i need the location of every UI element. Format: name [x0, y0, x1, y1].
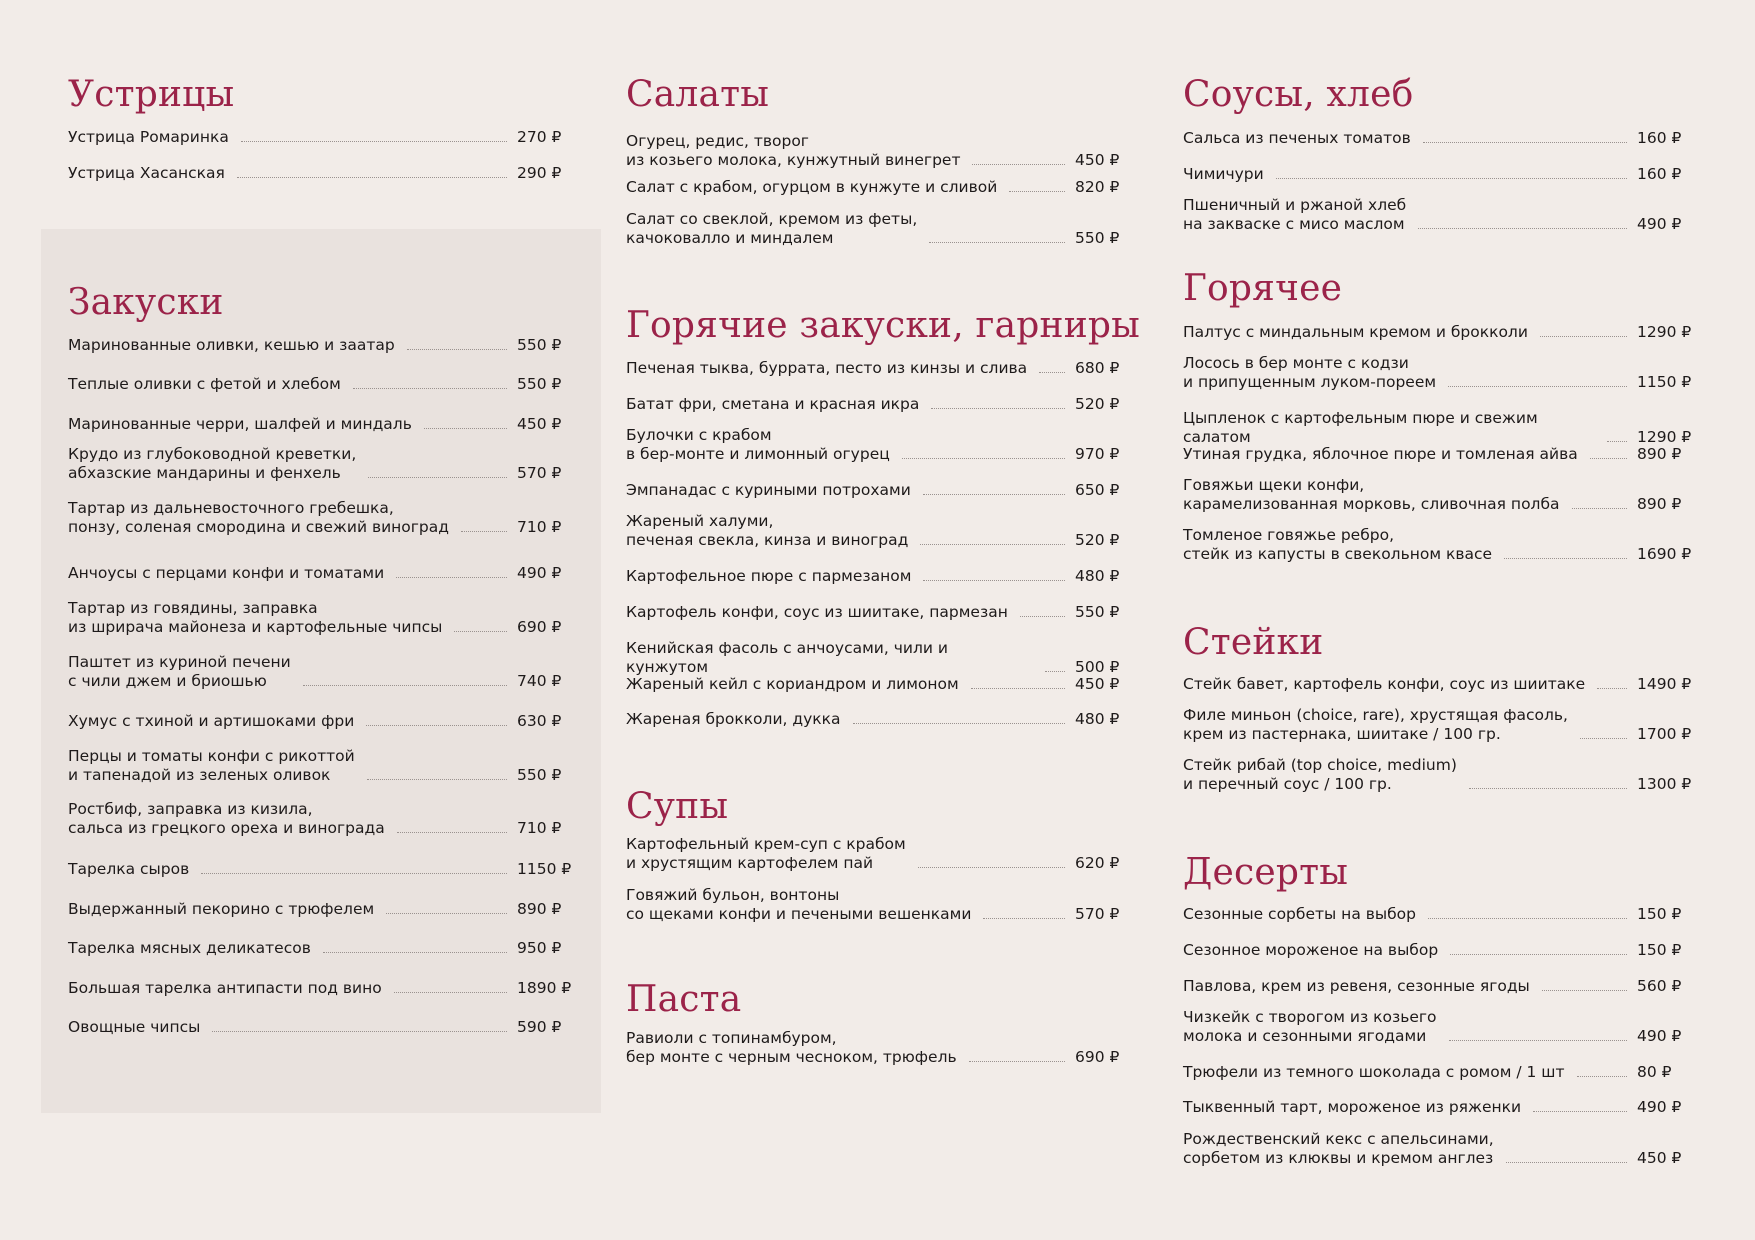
menu-item-name: Картофельный крем-суп с крабом и хрустящим картофелем пай: [626, 835, 906, 872]
menu-item-name: Анчоусы с перцами конфи и томатами: [68, 564, 385, 582]
menu-item-price: 690 ₽: [517, 618, 562, 636]
menu-item-name: Сезонные сорбеты на выбор: [1183, 905, 1416, 923]
menu-item-name: Палтус с миндальным кремом и брокколи: [1183, 323, 1528, 341]
menu-item-price: 550 ₽: [517, 375, 562, 393]
menu-item-price: 480 ₽: [1075, 567, 1120, 585]
menu-item: [68, 1018, 573, 1037]
menu-item-name: Лосось в бер монте с кодзи и припущенным луком-пореем: [1183, 354, 1437, 391]
menu-item-name: Овощные чипсы: [68, 1018, 201, 1036]
dotted-leader: [424, 427, 507, 429]
dotted-leader: [1577, 1075, 1628, 1077]
menu-item-price: 160 ₽: [1637, 129, 1682, 147]
menu-item-name: Филе миньон (choice, rare), хрустящая фасоль, крем из пастернака, шиитаке / 100 гр.: [1183, 706, 1568, 743]
menu-item-name: Тыквенный тарт, мороженое из ряженки: [1183, 1098, 1522, 1116]
menu-item: [68, 712, 573, 731]
menu-item: [1183, 476, 1693, 514]
menu-item-name: Крудо из глубоководной креветки, абхазские мандарины и фенхель: [68, 445, 357, 482]
menu-item: [68, 375, 573, 394]
menu-item: [1183, 165, 1693, 184]
menu-item-name: Сальса из печеных томатов: [1183, 129, 1411, 147]
dotted-leader: [923, 493, 1065, 495]
menu-item: [626, 210, 1131, 248]
menu-item-name: Теплые оливки с фетой и хлебом: [68, 375, 341, 393]
dotted-leader: [461, 530, 507, 532]
section-title: Салаты: [626, 74, 770, 115]
menu-item: [1183, 756, 1693, 794]
menu-item-price: 680 ₽: [1075, 359, 1120, 377]
menu-item-price: 630 ₽: [517, 712, 562, 730]
menu-item-name: Перцы и томаты конфи с рикоттой и тапенадой из зеленых оливок: [68, 747, 355, 784]
dotted-leader: [1469, 787, 1627, 789]
menu-item-price: 450 ₽: [1075, 151, 1120, 169]
menu-item-price: 1690 ₽: [1637, 545, 1692, 563]
menu-item: [68, 900, 573, 919]
menu-item-name: Тартар из говядины, заправка из шрирача майонеза и картофельные чипсы: [68, 599, 443, 636]
dotted-leader: [918, 866, 1065, 868]
menu-item-price: 950 ₽: [517, 939, 562, 957]
dotted-leader: [1580, 737, 1627, 739]
menu-item-price: 890 ₽: [517, 900, 562, 918]
section-title: Горячие закуски, гарниры: [626, 305, 1140, 346]
menu-item-name: Кенийская фасоль с анчоусами, чили и кунжутом: [626, 639, 948, 676]
dotted-leader: [902, 457, 1065, 459]
dotted-leader: [1423, 141, 1627, 143]
menu-item: [626, 481, 1131, 500]
menu-item: [68, 164, 573, 183]
menu-item-price: 450 ₽: [517, 415, 562, 433]
menu-item: [68, 599, 573, 637]
dotted-leader: [971, 687, 1065, 689]
menu-item-price: 550 ₽: [517, 766, 562, 784]
menu-item: [626, 132, 1131, 170]
menu-item: [626, 639, 1131, 677]
menu-item-name: Жареная брокколи, дукка: [626, 710, 841, 728]
menu-item-price: 1890 ₽: [517, 979, 572, 997]
menu-item: [68, 800, 573, 838]
menu-item-name: Выдержанный пекорино с трюфелем: [68, 900, 375, 918]
dotted-leader: [1045, 670, 1065, 672]
menu-item-price: 270 ₽: [517, 128, 562, 146]
menu-item: [1183, 323, 1693, 342]
dotted-leader: [394, 991, 507, 993]
menu-item-price: 890 ₽: [1637, 445, 1682, 463]
menu-item-price: 150 ₽: [1637, 941, 1682, 959]
section-title: Супы: [626, 786, 729, 827]
dotted-leader: [1450, 953, 1627, 955]
menu-item: [626, 426, 1131, 464]
menu-item-name: Жареный халуми, печеная свекла, кинза и виноград: [626, 512, 909, 549]
dotted-leader: [386, 912, 507, 914]
menu-item-name: Равиоли с топинамбуром, бер монте с черным чесноком, трюфель: [626, 1029, 957, 1066]
menu-item-name: Цыпленок с картофельным пюре и свежим салатом: [1183, 409, 1538, 446]
menu-item-price: 500 ₽: [1075, 658, 1120, 676]
menu-item: [68, 336, 573, 355]
menu-item-price: 550 ₽: [1075, 229, 1120, 247]
menu-item: [68, 747, 573, 785]
dotted-leader: [1506, 1161, 1627, 1163]
menu-item-name: Булочки с крабом в бер-монте и лимонный огурец: [626, 426, 890, 463]
menu-item: [68, 653, 573, 691]
menu-item-price: 1290 ₽: [1637, 323, 1692, 341]
menu-item-name: Маринованные черри, шалфей и миндаль: [68, 415, 412, 433]
menu-item-name: Батат фри, сметана и красная икра: [626, 395, 920, 413]
menu-item: [1183, 1130, 1693, 1168]
menu-item: [1183, 129, 1693, 148]
menu-item-price: 1150 ₽: [517, 860, 572, 878]
dotted-leader: [237, 176, 507, 178]
section-title: Устрицы: [68, 74, 235, 115]
dotted-leader: [407, 348, 507, 350]
menu-item-name: Утиная грудка, яблочное пюре и томленая айва: [1183, 445, 1578, 463]
dotted-leader: [1448, 385, 1627, 387]
menu-item-price: 80 ₽: [1637, 1063, 1672, 1081]
menu-item: [68, 499, 573, 537]
menu-item: [1183, 445, 1693, 464]
menu-item: [1183, 1008, 1693, 1046]
menu-item-price: 160 ₽: [1637, 165, 1682, 183]
dotted-leader: [1533, 1110, 1627, 1112]
menu-item: [68, 564, 573, 583]
menu-item: [1183, 526, 1693, 564]
dotted-leader: [983, 917, 1065, 919]
dotted-leader: [853, 722, 1066, 724]
menu-item-name: Трюфели из темного шоколада с ромом / 1 шт: [1183, 1063, 1565, 1081]
menu-item: [626, 567, 1131, 586]
dotted-leader: [368, 476, 507, 478]
dotted-leader: [923, 579, 1065, 581]
dotted-leader: [366, 724, 507, 726]
menu-item-name: Салат со свеклой, кремом из феты, качоковалло и миндалем: [626, 210, 918, 247]
menu-item-price: 520 ₽: [1075, 395, 1120, 413]
dotted-leader: [454, 630, 507, 632]
menu-item-name: Эмпанадас с куриными потрохами: [626, 481, 911, 499]
dotted-leader: [323, 951, 507, 953]
menu-item: [1183, 409, 1693, 447]
menu-item-price: 450 ₽: [1075, 675, 1120, 693]
menu-item: [1183, 977, 1693, 996]
menu-item-price: 490 ₽: [1637, 1027, 1682, 1045]
menu-item: [626, 1029, 1131, 1067]
menu-item-price: 620 ₽: [1075, 854, 1120, 872]
menu-item-name: Хумус с тхиной и артишоками фри: [68, 712, 355, 730]
menu-item-name: Говяжий бульон, вонтоны со щеками конфи и печеными вешенками: [626, 886, 972, 923]
section-title: Горячее: [1183, 268, 1343, 309]
menu-item-price: 490 ₽: [1637, 215, 1682, 233]
menu-item-name: Огурец, редис, творог из козьего молока, кунжутный винегрет: [626, 132, 961, 169]
menu-item-name: Тартар из дальневосточного гребешка, понзу, соленая смородина и свежий виноград: [68, 499, 449, 536]
menu-item-price: 550 ₽: [1075, 603, 1120, 621]
dotted-leader: [1428, 917, 1627, 919]
menu-item-name: Пшеничный и ржаной хлеб на закваске с мисо маслом: [1183, 196, 1407, 233]
menu-item-name: Говяжьи щеки конфи, карамелизованная морковь, сливочная полба: [1183, 476, 1560, 513]
menu-item-name: Устрица Хасанская: [68, 164, 225, 182]
dotted-leader: [1597, 687, 1627, 689]
menu-item-name: Томленое говяжье ребро, стейк из капусты в свекольном квасе: [1183, 526, 1493, 563]
section-title: Паста: [626, 979, 742, 1020]
menu-item-name: Стейк рибай (top choice, medium) и перечный соус / 100 гр.: [1183, 756, 1457, 793]
menu-item: [1183, 196, 1693, 234]
menu-item: [1183, 354, 1693, 392]
section-title: Закуски: [68, 282, 224, 323]
menu-item-price: 590 ₽: [517, 1018, 562, 1036]
menu-item: [68, 128, 573, 147]
dotted-leader: [212, 1030, 507, 1032]
menu-item-price: 490 ₽: [1637, 1098, 1682, 1116]
dotted-leader: [1607, 440, 1627, 442]
menu-item-price: 1490 ₽: [1637, 675, 1692, 693]
dotted-leader: [397, 831, 507, 833]
menu-item-price: 690 ₽: [1075, 1048, 1120, 1066]
menu-item-price: 1300 ₽: [1637, 775, 1692, 793]
menu-item: [626, 178, 1131, 197]
dotted-leader: [1418, 227, 1627, 229]
menu-item-price: 560 ₽: [1637, 977, 1682, 995]
dotted-leader: [396, 576, 507, 578]
menu-item-price: 520 ₽: [1075, 531, 1120, 549]
menu-item: [68, 939, 573, 958]
dotted-leader: [1572, 507, 1627, 509]
dotted-leader: [920, 543, 1065, 545]
menu-item-price: 480 ₽: [1075, 710, 1120, 728]
menu-item-price: 710 ₽: [517, 518, 562, 536]
menu-item-name: Чизкейк с творогом из козьего молока и сезонными ягодами: [1183, 1008, 1437, 1045]
section-title: Десерты: [1183, 852, 1349, 893]
dotted-leader: [367, 778, 507, 780]
menu-item: [68, 860, 573, 879]
menu-item-name: Устрица Ромаринка: [68, 128, 229, 146]
menu-item-name: Картофельное пюре с пармезаном: [626, 567, 912, 585]
dotted-leader: [1540, 335, 1627, 337]
menu-item-name: Сезонное мороженое на выбор: [1183, 941, 1439, 959]
menu-item-name: Тарелка сыров: [68, 860, 190, 878]
menu-item-name: Рождественский кекс с апельсинами, сорбетом из клюквы и кремом англез: [1183, 1130, 1494, 1167]
menu-item-name: Ростбиф, заправка из кизила, сальса из грецкого ореха и винограда: [68, 800, 385, 837]
menu-item: [626, 886, 1131, 924]
dotted-leader: [1039, 371, 1065, 373]
menu-item: [626, 835, 1131, 873]
dotted-leader: [1449, 1039, 1628, 1041]
dotted-leader: [1590, 457, 1627, 459]
menu-item-price: 710 ₽: [517, 819, 562, 837]
menu-item: [1183, 905, 1693, 924]
menu-item-price: 650 ₽: [1075, 481, 1120, 499]
section-title: Стейки: [1183, 622, 1324, 663]
dotted-leader: [1542, 989, 1627, 991]
menu-item: [1183, 675, 1693, 694]
menu-item: [626, 675, 1131, 694]
dotted-leader: [929, 241, 1065, 243]
menu-item-price: 1150 ₽: [1637, 373, 1692, 391]
menu-item: [626, 395, 1131, 414]
dotted-leader: [1009, 190, 1065, 192]
dotted-leader: [1504, 557, 1627, 559]
menu-item: [68, 445, 573, 483]
menu-item: [626, 359, 1131, 378]
dotted-leader: [1276, 177, 1627, 179]
menu-item-name: Маринованные оливки, кешью и заатар: [68, 336, 395, 354]
menu-item: [68, 979, 573, 998]
dotted-leader: [201, 872, 507, 874]
menu-item-name: Печеная тыква, буррата, песто из кинзы и слива: [626, 359, 1028, 377]
menu-item-price: 570 ₽: [517, 464, 562, 482]
menu-item: [1183, 1063, 1693, 1082]
dotted-leader: [353, 387, 507, 389]
menu-item-price: 550 ₽: [517, 336, 562, 354]
menu-item-price: 490 ₽: [517, 564, 562, 582]
menu-item-price: 1700 ₽: [1637, 725, 1692, 743]
dotted-leader: [1020, 615, 1065, 617]
menu-item-price: 740 ₽: [517, 672, 562, 690]
menu-item-price: 450 ₽: [1637, 1149, 1682, 1167]
menu-item: [1183, 1098, 1693, 1117]
menu-item-price: 290 ₽: [517, 164, 562, 182]
menu-item-name: Стейк бавет, картофель конфи, соус из шиитаке: [1183, 675, 1586, 693]
menu-item: [1183, 706, 1693, 744]
dotted-leader: [972, 163, 1065, 165]
menu-item-price: 890 ₽: [1637, 495, 1682, 513]
dotted-leader: [931, 407, 1065, 409]
section-title: Соусы, хлеб: [1183, 74, 1414, 115]
menu-item-name: Жареный кейл с кориандром и лимоном: [626, 675, 959, 693]
menu-item: [68, 415, 573, 434]
menu-item-name: Чимичури: [1183, 165, 1264, 183]
dotted-leader: [303, 684, 507, 686]
menu-item-price: 150 ₽: [1637, 905, 1682, 923]
menu-item: [626, 710, 1131, 729]
menu-item-price: 570 ₽: [1075, 905, 1120, 923]
dotted-leader: [241, 140, 507, 142]
menu-item-price: 820 ₽: [1075, 178, 1120, 196]
menu-item: [1183, 941, 1693, 960]
menu-item-name: Павлова, крем из ревеня, сезонные ягоды: [1183, 977, 1530, 995]
menu-item: [626, 603, 1131, 622]
menu-item-name: Паштет из куриной печени с чили джем и бриошью: [68, 653, 291, 690]
menu-item-name: Тарелка мясных деликатесов: [68, 939, 311, 957]
menu-item-name: Большая тарелка антипасти под вино: [68, 979, 382, 997]
menu-item-price: 970 ₽: [1075, 445, 1120, 463]
menu-item-name: Салат с крабом, огурцом в кунжуте и сливой: [626, 178, 998, 196]
dotted-leader: [969, 1060, 1065, 1062]
menu-item: [626, 512, 1131, 550]
menu-item-price: 1290 ₽: [1637, 428, 1692, 446]
menu-item-name: Картофель конфи, соус из шиитаке, пармезан: [626, 603, 1008, 621]
